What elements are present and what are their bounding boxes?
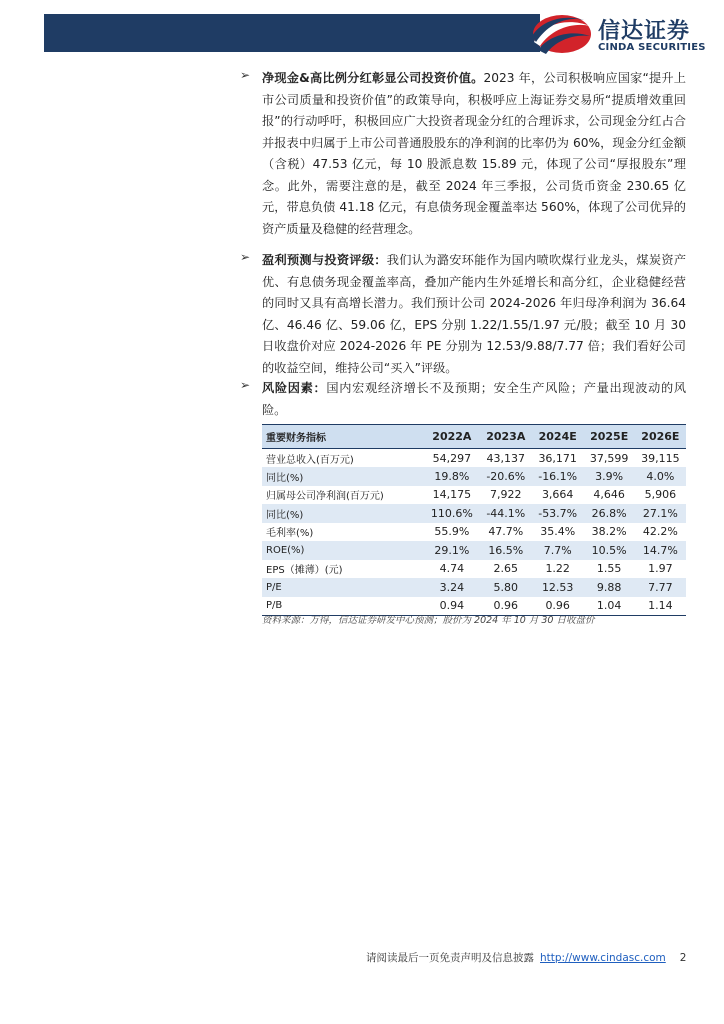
- table-row: [262, 504, 686, 523]
- table-cell: 39,115: [641, 451, 680, 465]
- bullet-body: 国内宏观经济增长不及预期；安全生产风险；产量出现波动的风险。: [262, 381, 687, 417]
- bullet-title: 风险因素：: [262, 381, 327, 395]
- row-label: 同比(%): [262, 467, 424, 486]
- footer-website-link[interactable]: http://www.cindasc.com: [540, 952, 666, 964]
- table-cell: 9.88: [584, 578, 635, 597]
- row-label: P/E: [262, 578, 424, 597]
- table-cell: 14,175: [432, 488, 472, 502]
- table-cell: 5.80: [480, 578, 532, 597]
- table-cell: 4.0%: [635, 467, 686, 486]
- bullet-paragraph: [262, 250, 686, 379]
- bullet-arrow-icon: ➢: [240, 68, 251, 82]
- table-cell: 35.4%: [540, 525, 576, 539]
- table-cell: 1.14: [635, 597, 686, 616]
- table-header-year: 2023A: [480, 425, 532, 449]
- table-cell: -20.6%: [480, 467, 532, 486]
- row-label: ROE(%): [262, 541, 424, 560]
- bullet-dividend: [240, 68, 686, 240]
- table-row: [262, 560, 686, 579]
- row-label: 营业总收入(百万元): [266, 454, 354, 466]
- financial-indicators-table: [262, 424, 686, 616]
- table-cell: 3.24: [424, 578, 480, 597]
- table-header-row: [262, 425, 686, 449]
- bullet-title: 净现金&高比例分红彰显公司投资价值。: [262, 71, 484, 85]
- table-cell: 27.1%: [635, 504, 686, 523]
- table-cell: 4.74: [439, 562, 465, 576]
- table-row: [262, 578, 686, 597]
- table-cell: 12.53: [532, 578, 584, 597]
- bullet-risk: [240, 378, 687, 421]
- bullet-arrow-icon: ➢: [240, 250, 251, 264]
- bullet-arrow-icon: ➢: [240, 378, 251, 392]
- row-label: EPS（摊薄）(元): [266, 565, 343, 577]
- row-label: 归属母公司净利润(百万元): [266, 491, 384, 503]
- table-cell: 7.7%: [532, 541, 584, 560]
- header-band: [44, 14, 540, 52]
- table-cell: 1.22: [545, 562, 570, 576]
- table-cell: -44.1%: [480, 504, 532, 523]
- table-cell: 0.94: [424, 597, 480, 616]
- table-cell: 3,664: [541, 488, 574, 502]
- table-header-year: 2022A: [424, 425, 480, 449]
- table-cell: 7.77: [635, 578, 686, 597]
- table-cell: 10.5%: [584, 541, 635, 560]
- table-cell: 7,922: [490, 488, 522, 502]
- logo-chinese-name: 信达证券: [598, 19, 691, 44]
- table-cell: 16.5%: [480, 541, 532, 560]
- bullet-body: 我们认为潞安环能作为国内喷吹煤行业龙头，煤炭资产优、有息债务现金覆盖率高，叠加产能内生外延增长和高分红，企业稳健经营的同时又具有高增长潜力。我们预计公司 2024-2026 年归母净利润为 36.64 亿、46.46 亿、59.06 亿，EPS 分别 1.22/1.55/1.97 元/股；截至 10 月 30 日收盘价对应 2024-2026 年 PE 分别为 12.53/9.88/7.77 倍；我们看好公司的收益空间，维持公司“买入”评级。: [262, 253, 687, 375]
- table-cell: 47.7%: [488, 525, 524, 539]
- table-cell: 38.2%: [591, 525, 627, 539]
- page-footer: [366, 950, 686, 965]
- table-cell: -16.1%: [532, 467, 584, 486]
- table-cell: -53.7%: [532, 504, 584, 523]
- table-row: [262, 486, 686, 505]
- data-source-note: 资料来源：万得，信达证券研发中心预测；股价为 2024 年 10 月 30 日收盘价: [262, 615, 595, 626]
- logo-english-name: CINDA SECURITIES: [598, 42, 706, 53]
- table-cell: 0.96: [480, 597, 532, 616]
- table-cell: 0.96: [532, 597, 584, 616]
- table-cell: 29.1%: [424, 541, 480, 560]
- table-cell: 19.8%: [424, 467, 480, 486]
- row-label: 毛利率(%): [266, 528, 314, 540]
- table-cell: 5,906: [644, 488, 677, 502]
- table-cell: 14.7%: [635, 541, 686, 560]
- bullet-paragraph: [262, 68, 686, 240]
- bullet-body: 2023 年，公司积极响应国家“提升上市公司质量和投资价值”的政策导向，积极呼应上海证券交易所“提质增效重回报”的行动呼吁，积极回应广大投资者现金分红的合理诉求，公司现金分红占合并报表中归属于上市公司普通股股东的净利润的比率仍为 60%，现金分红金额（含税）47.53 亿元，每 10 股派息数 15.89 元，体现了公司“厚报股东”理念。此外，需要注意的是，截至 2024 年三季报，公司货币资金 230.65 亿元，带息负债 41.18 亿元，有息债务现金覆盖率达 560%，体现了公司优异的资产质量及稳健的经营理念。: [262, 71, 686, 236]
- table-cell: 54,297: [432, 451, 472, 465]
- table-cell: 26.8%: [584, 504, 635, 523]
- table-header-year: 2025E: [584, 425, 635, 449]
- table-cell: 55.9%: [434, 525, 470, 539]
- table-cell: 43,137: [486, 451, 526, 465]
- table-row: [262, 467, 686, 486]
- bullet-paragraph: [262, 378, 686, 421]
- bullet-title: 盈利预测与投资评级：: [262, 253, 387, 267]
- cinda-logo: [528, 12, 718, 56]
- cinda-logo-icon: [528, 12, 592, 56]
- table-cell: 1.97: [648, 562, 673, 576]
- table-cell: 37,599: [589, 451, 629, 465]
- footer-disclaimer: 请阅读最后一页免责声明及信息披露: [366, 952, 534, 964]
- row-label: 同比(%): [262, 504, 424, 523]
- table-row: [262, 523, 686, 542]
- bullet-forecast: [240, 250, 687, 379]
- table-row: [262, 541, 686, 560]
- table-cell: 110.6%: [424, 504, 480, 523]
- table-row: [262, 449, 686, 468]
- table-header-year: 2026E: [635, 425, 686, 449]
- table-cell: 1.04: [584, 597, 635, 616]
- table-cell: 4,646: [593, 488, 625, 502]
- table-cell: 36,171: [538, 451, 577, 465]
- row-label: P/B: [262, 597, 424, 616]
- table-cell: 42.2%: [642, 525, 678, 539]
- page-number: 2: [679, 952, 687, 964]
- table-cell: 3.9%: [584, 467, 635, 486]
- table-cell: 1.55: [596, 562, 622, 576]
- table-header-year: 2024E: [532, 425, 584, 449]
- table-cell: 2.65: [493, 562, 519, 576]
- table-header-label: 重要财务指标: [262, 425, 424, 449]
